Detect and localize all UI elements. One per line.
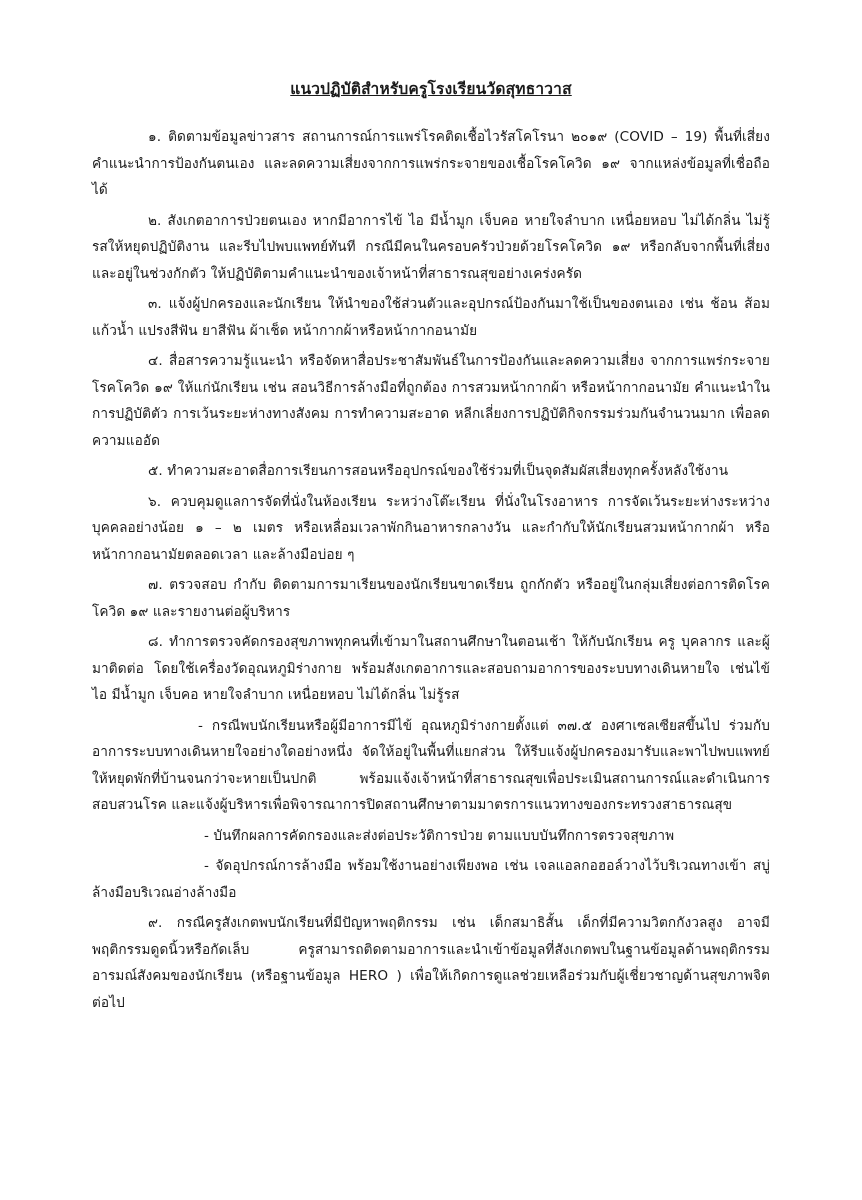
sub-item-2: - บันทึกผลการคัดกรองและส่งต่อประวัติการป่วย ตามแบบบันทึกการตรวจสุขภาพ (204, 827, 675, 844)
paragraph-4: ๔. สื่อสารความรู้แนะนำ หรือจัดหาสื่อประชาสัมพันธ์ในการป้องกันและลดความเสี่ยง จากการแพร่กระจายโรคโควิด ๑๙ ให้แก่นักเรียน เช่น สอนวิธีการล้างมือที่ถูกต้อง การสวมหน้ากากผ้า หรือหน้ากากอนามัย คำแนะนำในการปฏิบัติตัว การเว้นระยะห่างทางสังคม การทำความสะอาด หลีกเลี่ยงการปฏิบัติกิจกรรมร่วมกันจำนวนมาก เพื่อลดความแออัด (92, 353, 770, 449)
paragraph-2: ๒. สังเกตอาการป่วยตนเอง หากมีอาการไข้ ไอ มีน้ำมูก เจ็บคอ หายใจลำบาก เหนื่อยหอบ ไม่ได้กลิ่น ไม่รู้รสให้หยุดปฏิบัติงาน และรีบไปพบแพทย์ทันที กรณีมีคนในครอบครัวป่วยด้วยโรคโควิด ๑๙ หรือกลับจากพื้นที่เสี่ยงและอยู่ในช่วงกักตัว ให้ปฏิบัติตามคำแนะนำของเจ้าหน้าที่สาธารณสุขอย่างเคร่งครัด (92, 212, 770, 282)
sub-item-3: - จัดอุปกรณ์การล้างมือ พร้อมใช้งานอย่างเพียงพอ เช่น เจลแอลกอฮอล์วางไว้บริเวณทางเข้า สบู่ล้างมือบริเวณอ่างล้างมือ (92, 858, 770, 901)
paragraph-9: ๙. กรณีครูสังเกตพบนักเรียนที่มีปัญหาพฤติกรรม เช่น เด็กสมาธิสั้น เด็กที่มีความวิตกกังวลสูง อาจมีพฤติกรรมดูดนิ้วหรือกัดเล็บ ครูสามารถติดตามอาการและนำเข้าข้อมูลที่สังเกตพบในฐานข้อมูลด้านพฤติกรรม อารมณ์สังคมของนักเรียน (หรือฐานข้อมูล HERO ) เพื่อให้เกิดการดูแลช่วยเหลือร่วมกับผู้เชี่ยวชาญด้านสุขภาพจิตต่อไป (92, 915, 770, 1011)
sub-item-1: - กรณีพบนักเรียนหรือผู้มีอาการมีไข้ อุณหภูมิร่างกายตั้งแต่ ๓๗.๕ องศาเซลเซียสขึ้นไป ร่วมกับอาการระบบทางเดินหายใจอย่างใดอย่างหนึ่ง จัดให้อยู่ในพื้นที่แยกส่วน ให้รีบแจ้งผู้ปกครองมารับและพาไปพบแพทย์ ให้หยุดพักที่บ้านจนกว่าจะหายเป็นปกติ พร้อมแจ้งเจ้าหน้าที่สาธารณสุขเพื่อประเมินสถานการณ์และดำเนินการสอบสวนโรค และแจ้งผู้บริหารเพื่อพิจารณาการปิดสถานศึกษาตามมาตรการแนวทางของกระทรวงสาธารณสุข (92, 717, 770, 813)
paragraph-3: ๓. แจ้งผู้ปกครองและนักเรียน ให้นำของใช้ส่วนตัวและอุปกรณ์ป้องกันมาใช้เป็นของตนเอง เช่น ช้อน ส้อม แก้วน้ำ แปรงสีฟัน ยาสีฟัน ผ้าเช็ด หน้ากากผ้าหรือหน้ากากอนามัย (92, 296, 770, 339)
page-title: แนวปฏิบัติสำหรับครูโรงเรียนวัดสุทธาวาส (290, 80, 572, 98)
paragraph-7: ๗. ตรวจสอบ กำกับ ติดตามการมาเรียนของนักเรียนขาดเรียน ถูกกักตัว หรืออยู่ในกลุ่มเสี่ยงต่อการติดโรคโควิด ๑๙ และรายงานต่อผู้บริหาร (92, 577, 770, 620)
paragraph-1: ๑. ติดตามข้อมูลข่าวสาร สถานการณ์การแพร่โรคติดเชื้อไวรัสโคโรนา ๒๐๑๙ (COVID – 19) พื้นที่เสี่ยง คำแนะนำการป้องกันตนเอง และลดความเสี่ยงจากการแพร่กระจายของเชื้อโรคโควิด ๑๙ จากแหล่งข้อมูลที่เชื่อถือได้ (92, 129, 770, 198)
paragraph-8: ๘. ทำการตรวจคัดกรองสุขภาพทุกคนที่เข้ามาในสถานศึกษาในตอนเช้า ให้กับนักเรียน ครู บุคลากร และผู้มาติดต่อ โดยใช้เครื่องวัดอุณหภูมิร่างกาย พร้อมสังเกตอาการและสอบถามอาการของระบบทางเดินหายใจ เช่นไข้ ไอ มีน้ำมูก เจ็บคอ หายใจลำบาก เหนื่อยหอบ ไม่ได้กลิ่น ไม่รู้รส (92, 634, 770, 703)
paragraph-5: ๕. ทำความสะอาดสื่อการเรียนการสอนหรืออุปกรณ์ของใช้ร่วมที่เป็นจุดสัมผัสเสี่ยงทุกครั้งหลังใช้งาน (148, 463, 729, 479)
paragraph-6: ๖. ควบคุมดูแลการจัดที่นั่งในห้องเรียน ระหว่างโต๊ะเรียน ที่นั่งในโรงอาหาร การจัดเว้นระยะห่างระหว่างบุคคลอย่างน้อย ๑ – ๒ เมตร หรือเหลื่อมเวลาพักกินอาหารกลางวัน และกำกับให้นักเรียนสวมหน้ากากผ้า หรือหน้ากากอนามัยตลอดเวลา และล้างมือบ่อย ๆ (92, 493, 770, 563)
